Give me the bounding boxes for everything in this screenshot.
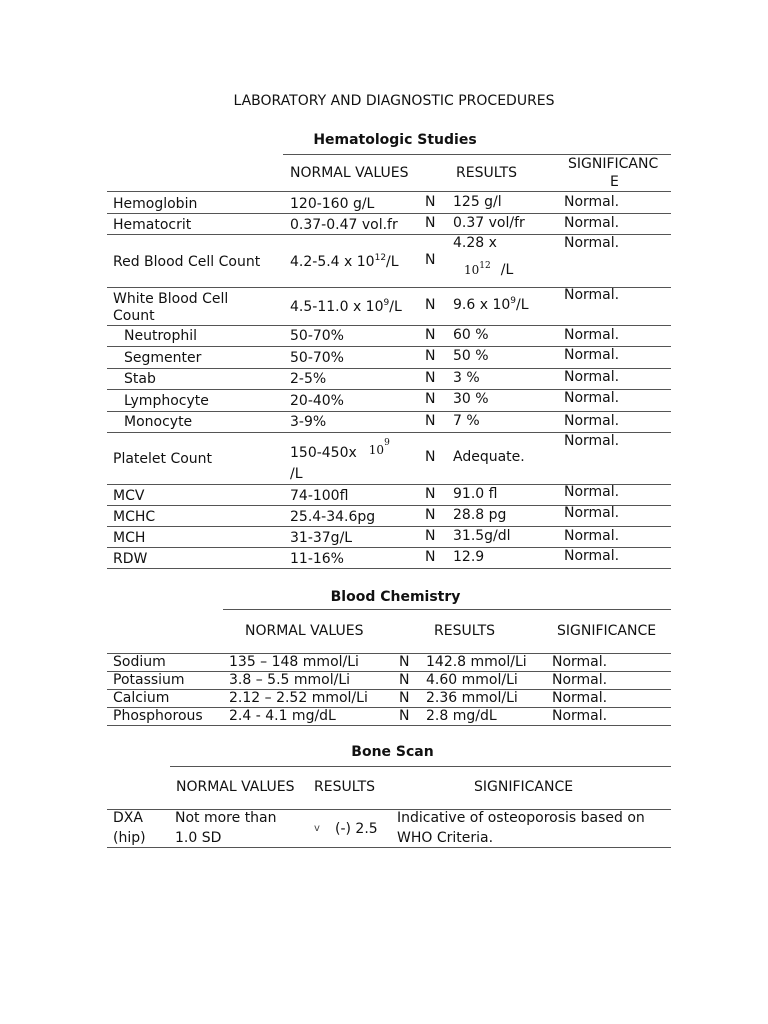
flag: N <box>425 370 436 386</box>
significance: Normal. <box>552 708 608 724</box>
normal-value: 135 – 148 mmol/Li <box>229 654 359 670</box>
result-value: (-) 2.5 <box>335 821 378 837</box>
flag: N <box>399 672 410 688</box>
significance: Normal. <box>564 433 620 449</box>
significance: Normal. <box>564 235 620 251</box>
significance: Normal. <box>564 347 620 363</box>
normal-value: 25.4-34.6pg <box>290 509 376 525</box>
flag: N <box>425 486 436 502</box>
result-value: 2.8 mg/dL <box>426 708 497 724</box>
normal-value: 120-160 g/L <box>290 196 375 212</box>
flag: N <box>425 528 436 544</box>
result-value: 2.36 mmol/Li <box>426 690 518 706</box>
chem-col-results-header: RESULTS <box>434 623 496 639</box>
normal-value-wrap: 1.0 SD <box>175 830 222 846</box>
result-value: 50 % <box>453 348 489 364</box>
chem-col-normal-header: NORMAL VALUES <box>245 623 364 639</box>
result-value: 125 g/l <box>453 194 502 210</box>
table-row-label: White Blood Cell <box>113 291 229 307</box>
normal-value: 2.4 - 4.1 mg/dL <box>229 708 336 724</box>
significance: Normal. <box>564 528 620 544</box>
significance: Normal. <box>564 413 620 429</box>
normal-value: 3.8 – 5.5 mmol/Li <box>229 672 351 688</box>
flag: N <box>425 549 436 565</box>
normal-value: 50-70% <box>290 328 344 344</box>
bone-scan-heading: Bone Scan <box>351 744 434 760</box>
result-value: 91.0 fl <box>453 486 498 502</box>
flag: N <box>425 449 436 465</box>
flag: N <box>425 348 436 364</box>
table-row-label: Sodium <box>113 654 166 670</box>
significance-wrap: WHO Criteria. <box>397 830 494 846</box>
result-value: 31.5g/dl <box>453 528 511 544</box>
result-value: 0.37 vol/fr <box>453 215 525 231</box>
hema-header-top-rule <box>283 154 671 155</box>
table-row-label: Lymphocyte <box>124 393 209 409</box>
table-row-label: Monocyte <box>124 414 193 430</box>
result-value: Adequate. <box>453 449 525 465</box>
result-value: 7 % <box>453 413 480 429</box>
normal-value: 2-5% <box>290 371 327 387</box>
table-row-label: MCH <box>113 530 146 546</box>
normal-value: Not more than <box>175 810 277 826</box>
flag: N <box>399 654 410 670</box>
normal-value: 20-40% <box>290 393 344 409</box>
chem-header-top-rule <box>223 609 671 610</box>
significance: Normal. <box>564 369 620 385</box>
chem-col-significance-header: SIGNIFICANCE <box>557 623 657 639</box>
result-value: 4.60 mmol/Li <box>426 672 518 688</box>
normal-value: 74-100fl <box>290 488 349 504</box>
hematologic-heading: Hematologic Studies <box>313 132 477 148</box>
table-row-label: MCHC <box>113 509 156 525</box>
significance: Indicative of osteoporosis based on <box>397 810 645 826</box>
significance: Normal. <box>564 194 620 210</box>
flag: N <box>399 690 410 706</box>
table-row-label: Hemoglobin <box>113 196 198 212</box>
significance: Normal. <box>564 484 620 500</box>
table-row-label: MCV <box>113 488 145 504</box>
normal-value: 11-16% <box>290 551 344 567</box>
table-row-label: Stab <box>124 371 156 387</box>
hema-col-results-header: RESULTS <box>456 165 518 181</box>
normal-value: 0.37-0.47 vol.fr <box>290 217 398 233</box>
table-row-label: Hematocrit <box>113 217 192 233</box>
flag: N <box>425 297 436 313</box>
result-value: 9.6 x $10^9/L$ <box>453 296 529 313</box>
hema-col-significance-header: SIGNIFICANC <box>568 156 659 172</box>
result-value: 28.8 pg <box>453 507 507 523</box>
significance: Normal. <box>564 215 620 231</box>
table-row-label: Neutrophil <box>124 328 198 344</box>
normal-value: 4.2-5.4 x $10^{12}/L$ <box>290 253 399 270</box>
flag: N <box>425 413 436 429</box>
bone-col-normal-header: NORMAL VALUES <box>176 779 295 795</box>
table-row-label: Phosphorous <box>113 708 203 724</box>
significance: Normal. <box>564 287 620 303</box>
result-value: 142.8 mmol/Li <box>426 654 527 670</box>
normal-value: 4.5-11.0 x $10^9/L$ <box>290 298 402 315</box>
normal-value-unit: /L <box>290 466 303 482</box>
table-row-label-wrap: Count <box>113 308 155 324</box>
bone-col-significance-header: SIGNIFICANCE <box>474 779 574 795</box>
normal-value: 150-450x $10^9$ <box>290 438 390 461</box>
table-row-label: RDW <box>113 551 148 567</box>
hema-header-bottom-rule <box>107 191 671 192</box>
result-value: 60 % <box>453 327 489 343</box>
result-value: 12.9 <box>453 549 485 565</box>
result-value: 4.28 x <box>453 235 497 251</box>
significance: Normal. <box>564 390 620 406</box>
significance: Normal. <box>552 654 608 670</box>
significance: Normal. <box>564 327 620 343</box>
table-row-label: Red Blood Cell Count <box>113 254 261 270</box>
bone-header-top-rule <box>170 766 671 767</box>
table-row-label: Potassium <box>113 672 185 688</box>
flag: N <box>399 708 410 724</box>
normal-value: 3-9% <box>290 414 327 430</box>
hema-col-significance-header-wrap: E <box>610 174 619 190</box>
significance: Normal. <box>564 505 620 521</box>
table-row-label: Platelet Count <box>113 451 213 467</box>
flag: N <box>425 194 436 210</box>
result-value: 30 % <box>453 391 489 407</box>
hema-col-normal-header: NORMAL VALUES <box>290 165 409 181</box>
blood-chemistry-heading: Blood Chemistry <box>330 589 461 605</box>
significance: Normal. <box>564 548 620 564</box>
less-than-flag: v <box>314 823 320 834</box>
document-title: LABORATORY AND DIAGNOSTIC PROCEDURES <box>233 93 555 109</box>
flag: N <box>425 391 436 407</box>
normal-value: 50-70% <box>290 350 344 366</box>
table-row-label-wrap: (hip) <box>113 830 146 846</box>
significance: Normal. <box>552 672 608 688</box>
flag: N <box>425 327 436 343</box>
result-value-exponent: $10^{12}$ /L <box>464 261 514 278</box>
table-row-label: Segmenter <box>124 350 202 366</box>
normal-value: 31-37g/L <box>290 530 353 546</box>
flag: N <box>425 507 436 523</box>
table-row-label: Calcium <box>113 690 170 706</box>
flag: N <box>425 252 436 268</box>
normal-value: 2.12 – 2.52 mmol/Li <box>229 690 368 706</box>
table-row-label: DXA <box>113 810 143 826</box>
flag: N <box>425 215 436 231</box>
significance: Normal. <box>552 690 608 706</box>
result-value: 3 % <box>453 370 480 386</box>
bone-col-results-header: RESULTS <box>314 779 376 795</box>
